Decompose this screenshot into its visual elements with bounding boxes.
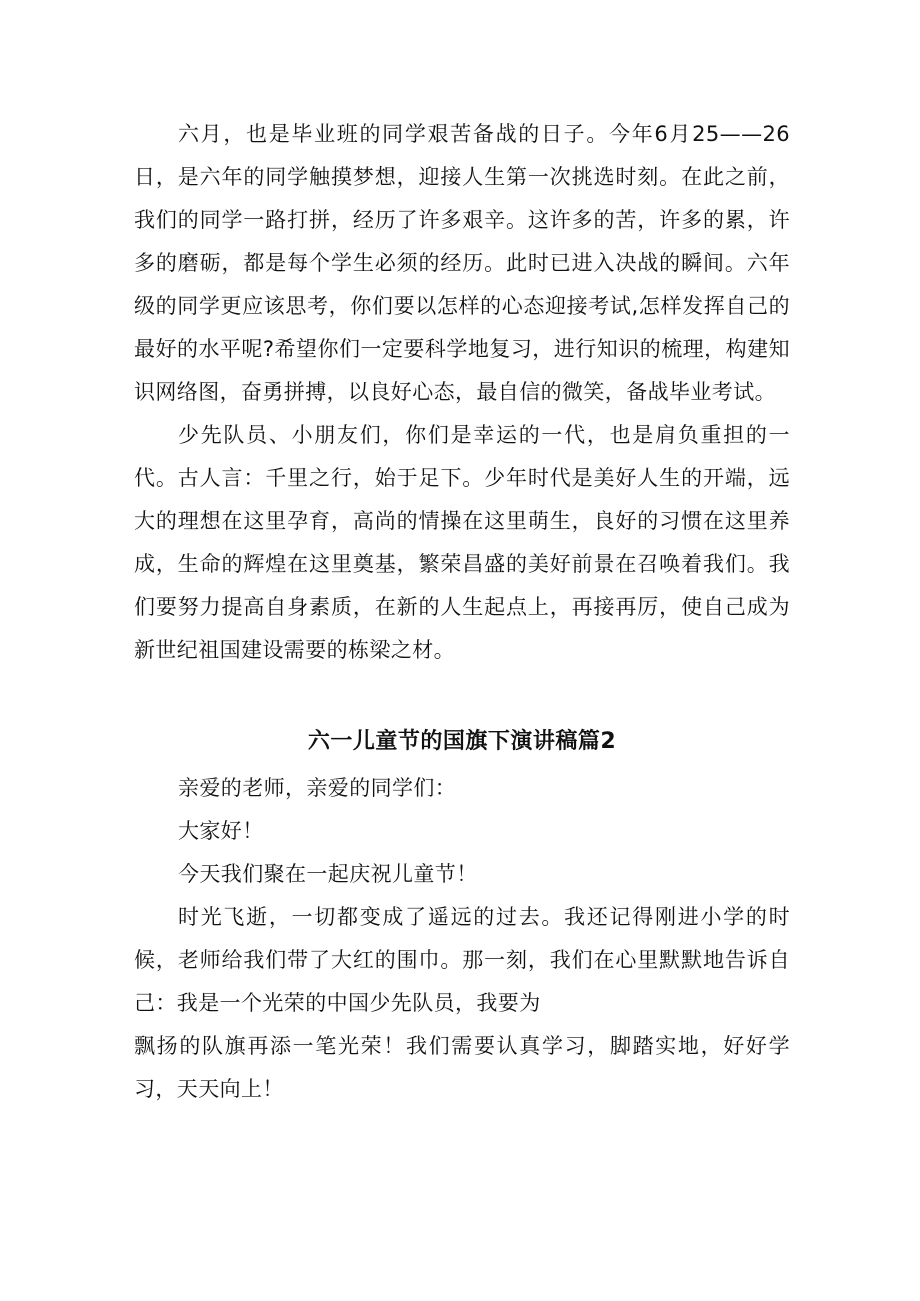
paragraph-graduation: 六月，也是毕业班的同学艰苦备战的日子。今年6月25——26日，是六年的同学触摸梦想，迎接人生第一次挑选时刻。在此之前，我们的同学一路打拼，经历了许多艰辛。这许多的苦，许多的累，许多的磨砺，都是每个学生必须的经历。此时已进入决战的瞬间。六年级的同学更应该思考，你们要以怎样的心态迎接考试,怎样发挥自己的最好的水平呢?希望你们一定要科学地复习，进行知识的梳理，构建知识网络图，奋勇拼搏，以良好心态，最自信的微笑，备战毕业考试。: [134, 122, 790, 404]
intro-line: 今天我们聚在一起庆祝儿童节！: [178, 862, 478, 886]
hello-line: 大家好！: [178, 819, 264, 843]
document-page: [134, 113, 790, 1111]
greeting-line: 亲爱的老师，亲爱的同学们：: [178, 776, 457, 800]
section-title: 六一儿童节的国旗下演讲稿篇2: [307, 729, 617, 754]
paragraph-memory: 时光飞逝，一切都变成了遥远的过去。我还记得刚进小学的时候，老师给我们带了大红的围巾。那一刻，我们在心里默默地告诉自己：我是一个光荣的中国少先队员，我要为: [134, 905, 790, 1015]
paragraph-young-pioneers: 少先队员、小朋友们，你们是幸运的一代，也是肩负重担的一代。古人言：千里之行，始于足下。少年时代是美好人生的开端，远大的理想在这里孕育，高尚的情操在这里萌生，良好的习惯在这里养成，生命的辉煌在这里奠基，繁荣昌盛的美好前景在召唤着我们。我们要努力提高自身素质，在新的人生起点上，再接再厉，使自己成为新世纪祖国建设需要的栋梁之材。: [134, 423, 790, 662]
paragraph-flag: 飘扬的队旗再添一笔光荣！我们需要认真学习，脚踏实地，好好学习，天天向上！: [134, 1034, 790, 1101]
